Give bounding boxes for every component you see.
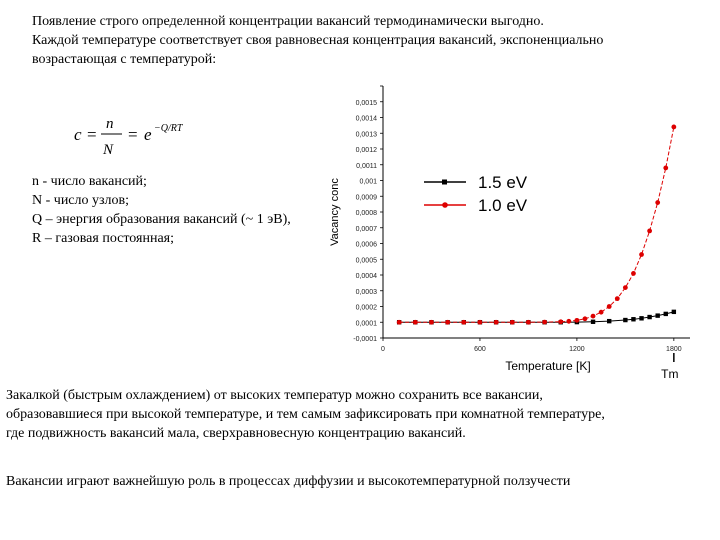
x-tick-label: 600 — [474, 346, 486, 353]
data-point — [655, 200, 660, 205]
y-axis-label: Vacancy conc — [329, 178, 341, 246]
intro-line: возрастающая с температурой: — [32, 52, 217, 67]
y-tick-label: -0,0001 — [353, 336, 377, 343]
data-point — [445, 320, 449, 324]
y-tick-label: 0,0007 — [355, 225, 377, 233]
definition-item: N - число узлов; — [32, 193, 130, 208]
vacancy-concentration-formula — [60, 110, 210, 160]
formula-c: c — [74, 125, 82, 144]
y-tick-label: 0,0006 — [355, 241, 377, 249]
data-point — [558, 319, 563, 324]
formula-N: N — [103, 142, 114, 158]
y-tick-label: 0,0005 — [355, 257, 377, 265]
data-point — [526, 320, 531, 325]
data-point — [607, 304, 612, 309]
data-point — [599, 310, 604, 315]
legend-marker — [442, 180, 447, 185]
data-point — [664, 312, 668, 316]
data-point — [494, 320, 499, 325]
data-point — [639, 252, 644, 257]
y-tick-label: 0,0013 — [355, 131, 377, 139]
data-point — [566, 319, 571, 324]
data-point — [397, 320, 401, 324]
data-point — [631, 271, 636, 276]
data-point — [559, 320, 563, 324]
chart-legend — [424, 173, 528, 215]
data-point — [655, 313, 659, 317]
series-line — [399, 127, 674, 322]
y-tick-label: 0,0004 — [355, 273, 377, 280]
melting-point-label: Tm — [661, 367, 679, 381]
x-tick-label: 1800 — [666, 346, 682, 353]
data-point — [574, 318, 579, 323]
data-point — [623, 285, 628, 290]
y-tick-label: 0,0008 — [355, 210, 377, 217]
data-point — [462, 320, 466, 324]
x-tick-label: 1200 — [569, 346, 585, 353]
data-point — [494, 320, 498, 324]
data-point — [591, 320, 595, 324]
data-point — [542, 320, 547, 325]
data-point — [631, 317, 635, 321]
intro-line: Появление строго определенной концентрации вакансий термодинамически выгодно. — [32, 14, 544, 29]
series-line — [399, 312, 674, 322]
y-tick-label: 0,0003 — [355, 288, 377, 296]
data-point — [413, 320, 418, 325]
data-point — [615, 296, 620, 301]
formula-eq2: = — [128, 125, 138, 144]
definitions-list — [32, 172, 352, 248]
data-point — [429, 320, 433, 324]
chart-series — [397, 125, 676, 325]
data-point — [647, 315, 651, 319]
chart-axes — [383, 86, 690, 338]
data-point — [542, 320, 546, 324]
formula-eq1: = — [87, 125, 97, 144]
data-point — [663, 166, 668, 171]
y-tick-label: 0,0009 — [355, 194, 377, 202]
data-point — [607, 319, 611, 323]
y-tick-label: 0,001 — [359, 178, 377, 186]
data-point — [429, 320, 434, 325]
definition-item: Q – энергия образования вакансий (~ 1 эВ), — [32, 212, 291, 227]
data-point — [591, 314, 596, 319]
x-axis-label: Temperature [K] — [505, 359, 591, 373]
y-tick-label: 0,0001 — [355, 320, 377, 328]
legend-marker — [442, 202, 448, 208]
y-tick-label: 0,0002 — [355, 304, 377, 312]
formula-n: n — [106, 116, 114, 132]
data-point — [478, 320, 482, 324]
data-point — [510, 320, 515, 325]
data-point — [445, 320, 450, 325]
data-point — [526, 320, 530, 324]
y-tick-label: 0,0014 — [355, 115, 377, 123]
data-point — [639, 316, 643, 320]
data-point — [575, 320, 579, 324]
formula-exponent: −Q/RT — [154, 123, 183, 134]
data-point — [461, 320, 466, 325]
data-point — [623, 318, 627, 322]
paragraph-line: образовавшиеся при высокой температуре, и тем самым зафиксировать при комнатной температуре, — [6, 407, 605, 422]
intro-line: Каждой температуре соответствует своя равновесная концентрация вакансий, экспоненциально — [32, 33, 604, 48]
intro-paragraph — [32, 12, 712, 69]
data-point — [478, 320, 483, 325]
data-point — [397, 320, 402, 325]
definition-item: R – газовая постоянная; — [32, 231, 175, 246]
y-tick-label: 0,0011 — [356, 162, 377, 170]
definition-item: n - число вакансий; — [32, 174, 147, 189]
data-point — [672, 310, 676, 314]
diffusion-paragraph: Вакансии играют важнейшую роль в процессах диффузии и высокотемпературной ползучести — [6, 474, 571, 489]
data-point — [671, 125, 676, 130]
x-tick-label: 0 — [381, 346, 385, 353]
data-point — [647, 229, 652, 234]
legend-label: 1.5 eV — [478, 173, 528, 192]
data-point — [583, 316, 588, 321]
chart-ticks — [353, 86, 681, 362]
y-tick-label: 0,0012 — [355, 147, 377, 154]
y-tick-label: 0,0015 — [355, 99, 377, 107]
paragraph-line: Закалкой (быстрым охлаждением) от высоких температур можно сохранить все вакансии, — [6, 388, 543, 403]
data-point — [413, 320, 417, 324]
paragraph-line: где подвижность вакансий мала, сверхравновесную концентрацию вакансий. — [6, 426, 466, 441]
formula-e: e — [144, 125, 152, 144]
legend-label: 1.0 eV — [478, 196, 528, 215]
data-point — [510, 320, 514, 324]
quenching-paragraph — [6, 386, 712, 443]
